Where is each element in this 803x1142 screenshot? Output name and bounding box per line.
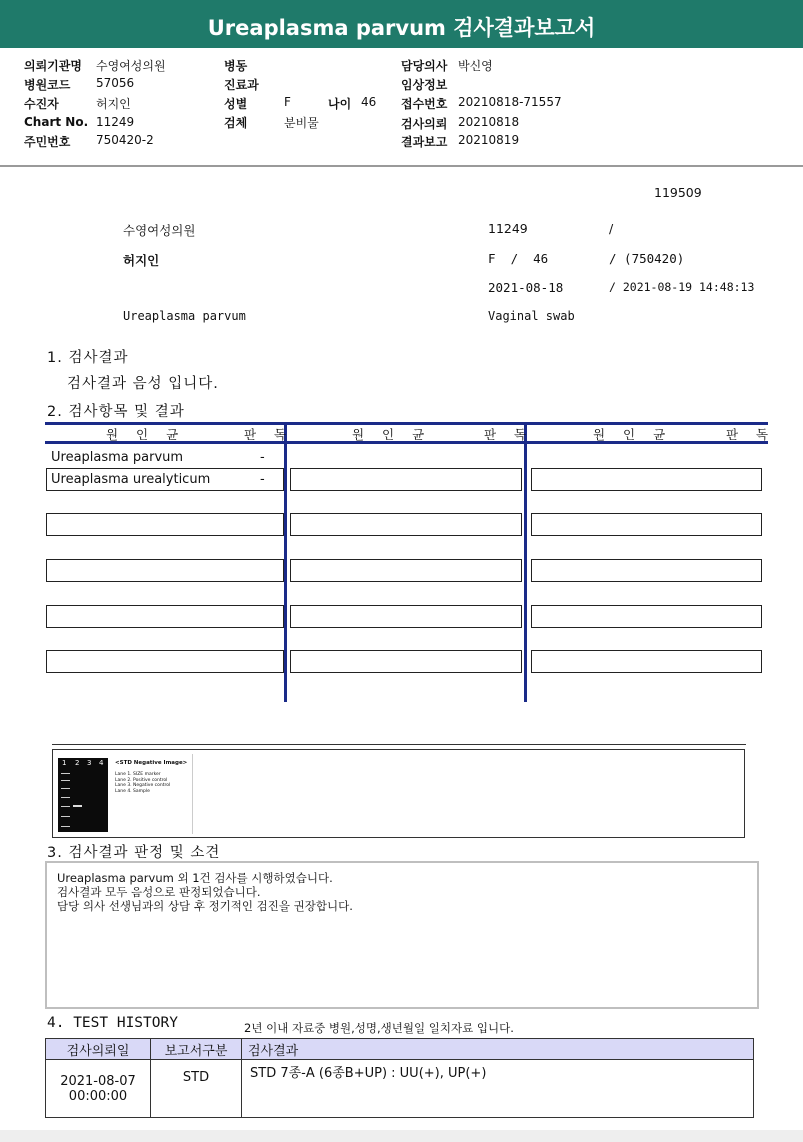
result-cell xyxy=(290,513,522,536)
section4-title: 4. TEST HISTORY xyxy=(47,1015,178,1031)
info-specimen: Vaginal swab xyxy=(488,309,575,323)
gel-legend-item: Lane 1. SIZE marker xyxy=(115,772,161,777)
history-col-result: 검사결과 xyxy=(242,1039,754,1060)
receipt-label: 접수번호 xyxy=(401,97,448,111)
history-result: STD 7종-A (6종B+UP) : UU(+), UP(+) xyxy=(242,1060,754,1118)
result-cell xyxy=(531,513,762,536)
gel-legend-item: Lane 3. Negative control xyxy=(115,783,171,788)
col-result-3: 판 독 xyxy=(726,427,776,442)
clinic-label: 의뢰기관명 xyxy=(24,59,82,73)
col-pathogen-3: 원 인 균 xyxy=(593,427,673,442)
result-cell xyxy=(290,605,522,628)
gel-legend-item: Lane 4. Sample xyxy=(115,788,150,794)
info-request-date: 2021-08-18 xyxy=(488,280,564,295)
history-header-row xyxy=(46,1039,754,1060)
item-name: Ureaplasma urealyticum xyxy=(51,472,211,487)
id-label: 주민번호 xyxy=(24,135,71,149)
col-pathogen-1: 원 인 균 xyxy=(106,427,186,442)
section2-title: 2. 검사항목 및 결과 xyxy=(47,404,185,420)
info-slash: / xyxy=(609,221,614,236)
column-divider-1 xyxy=(284,425,287,702)
history-time: 00:00:00 xyxy=(68,1088,128,1104)
opinion-box xyxy=(45,861,759,1009)
gel-band xyxy=(61,780,70,781)
code-value: 57056 xyxy=(96,76,135,90)
gel-legend-item: Lane 2. Positive control xyxy=(115,777,168,783)
result-cell xyxy=(531,605,762,628)
history-date-cell xyxy=(46,1060,151,1118)
history-col-type: 보고서구분 xyxy=(151,1039,242,1060)
gel-band xyxy=(61,773,70,774)
sex-label: 성별 xyxy=(224,97,248,111)
info-report-date: / 2021-08-19 14:48:13 xyxy=(609,280,755,294)
opinion-line: 담당 의사 선생님과의 상담 후 정기적인 검진을 권장합니다. xyxy=(57,899,353,913)
gel-band xyxy=(61,816,70,817)
report-number: 119509 xyxy=(654,185,702,200)
age-value: 46 xyxy=(361,95,377,109)
chart-label: Chart No. xyxy=(24,115,89,129)
clinical-label: 임상정보 xyxy=(401,78,448,92)
gel-band xyxy=(73,805,82,807)
result-cell xyxy=(531,650,762,673)
info-test: Ureaplasma parvum xyxy=(123,309,246,323)
patient-value: 허지인 xyxy=(96,97,131,111)
info-sex-age: F / 46 xyxy=(488,251,549,266)
col-pathogen-2: 원 인 균 xyxy=(352,427,432,442)
doctor-label: 담당의사 xyxy=(401,59,448,73)
result-cell xyxy=(531,559,762,582)
report-title: Ureaplasma parvum 검사결과보고서 xyxy=(0,0,803,48)
history-type: STD xyxy=(151,1060,242,1118)
lane-label: 2 xyxy=(75,759,80,767)
history-note: 2년 이내 자료중 병원,성명,생년월일 일치자료 입니다. xyxy=(244,1021,514,1035)
opinion-line: Ureaplasma parvum 외 1건 검사를 시행하였습니다. xyxy=(57,871,333,885)
gel-band xyxy=(61,797,70,798)
lane-label: 4 xyxy=(99,759,104,767)
item-result: - xyxy=(260,450,265,465)
section3-title: 3. 검사결과 판정 및 소견 xyxy=(47,845,221,861)
history-table xyxy=(45,1038,754,1118)
gel-panel xyxy=(52,749,745,838)
result-cell xyxy=(290,650,522,673)
receipt-value: 20210818-71557 xyxy=(458,95,562,109)
report-label: 결과보고 xyxy=(401,135,448,149)
gel-legend xyxy=(113,754,193,834)
col-result-1: 판 독 xyxy=(244,427,294,442)
gel-top-rule xyxy=(52,744,746,745)
gel-band xyxy=(61,806,70,807)
info-birth: / (750420) xyxy=(609,251,685,266)
chart-value: 11249 xyxy=(96,115,135,129)
report-value: 20210819 xyxy=(458,133,520,147)
age-label: 나이 xyxy=(328,97,352,111)
section1-title: 1. 검사결과 xyxy=(47,350,129,366)
result-cell xyxy=(290,468,522,491)
info-clinic: 수영여성의원 xyxy=(123,223,196,238)
specimen-label: 검체 xyxy=(224,116,248,130)
result-cell xyxy=(531,468,762,491)
code-label: 병원코드 xyxy=(24,78,71,92)
history-col-date: 검사의뢰일 xyxy=(46,1039,151,1060)
gel-title: <STD Negative Image> xyxy=(115,760,188,766)
request-value: 20210818 xyxy=(458,115,520,129)
table-row xyxy=(46,1060,754,1118)
item-name: Ureaplasma parvum xyxy=(51,450,184,465)
ward-label: 병동 xyxy=(224,59,248,73)
id-value: 750420-2 xyxy=(96,133,154,147)
opinion-line: 검사결과 모두 음성으로 판정되었습니다. xyxy=(57,885,261,899)
section1-text: 검사결과 음성 입니다. xyxy=(67,376,219,392)
dept-label: 진료과 xyxy=(224,78,259,92)
doctor-value: 박신영 xyxy=(458,59,493,73)
gel-band xyxy=(61,788,70,789)
result-cell xyxy=(46,605,284,628)
specimen-value: 분비물 xyxy=(284,116,319,130)
sex-value: F xyxy=(284,95,291,109)
lane-label: 1 xyxy=(62,759,67,767)
result-cell xyxy=(290,559,522,582)
gel-band xyxy=(61,826,70,827)
col-result-2: 판 독 xyxy=(484,427,534,442)
patient-label: 수진자 xyxy=(24,97,59,111)
info-chart: 11249 xyxy=(488,221,528,236)
result-cell xyxy=(46,559,284,582)
history-date: 2021-08-07 xyxy=(60,1073,136,1089)
clinic-value: 수영여성의원 xyxy=(96,59,166,73)
request-label: 검사의뢰 xyxy=(401,117,448,131)
footer-bar xyxy=(0,1130,803,1142)
gel-image xyxy=(58,758,108,832)
item-result: - xyxy=(260,472,265,487)
result-cell xyxy=(46,650,284,673)
column-divider-2 xyxy=(524,425,527,702)
lane-label: 3 xyxy=(87,759,92,767)
result-cell xyxy=(46,513,284,536)
info-patient: 허지인 xyxy=(123,253,160,268)
header-divider xyxy=(0,165,803,167)
